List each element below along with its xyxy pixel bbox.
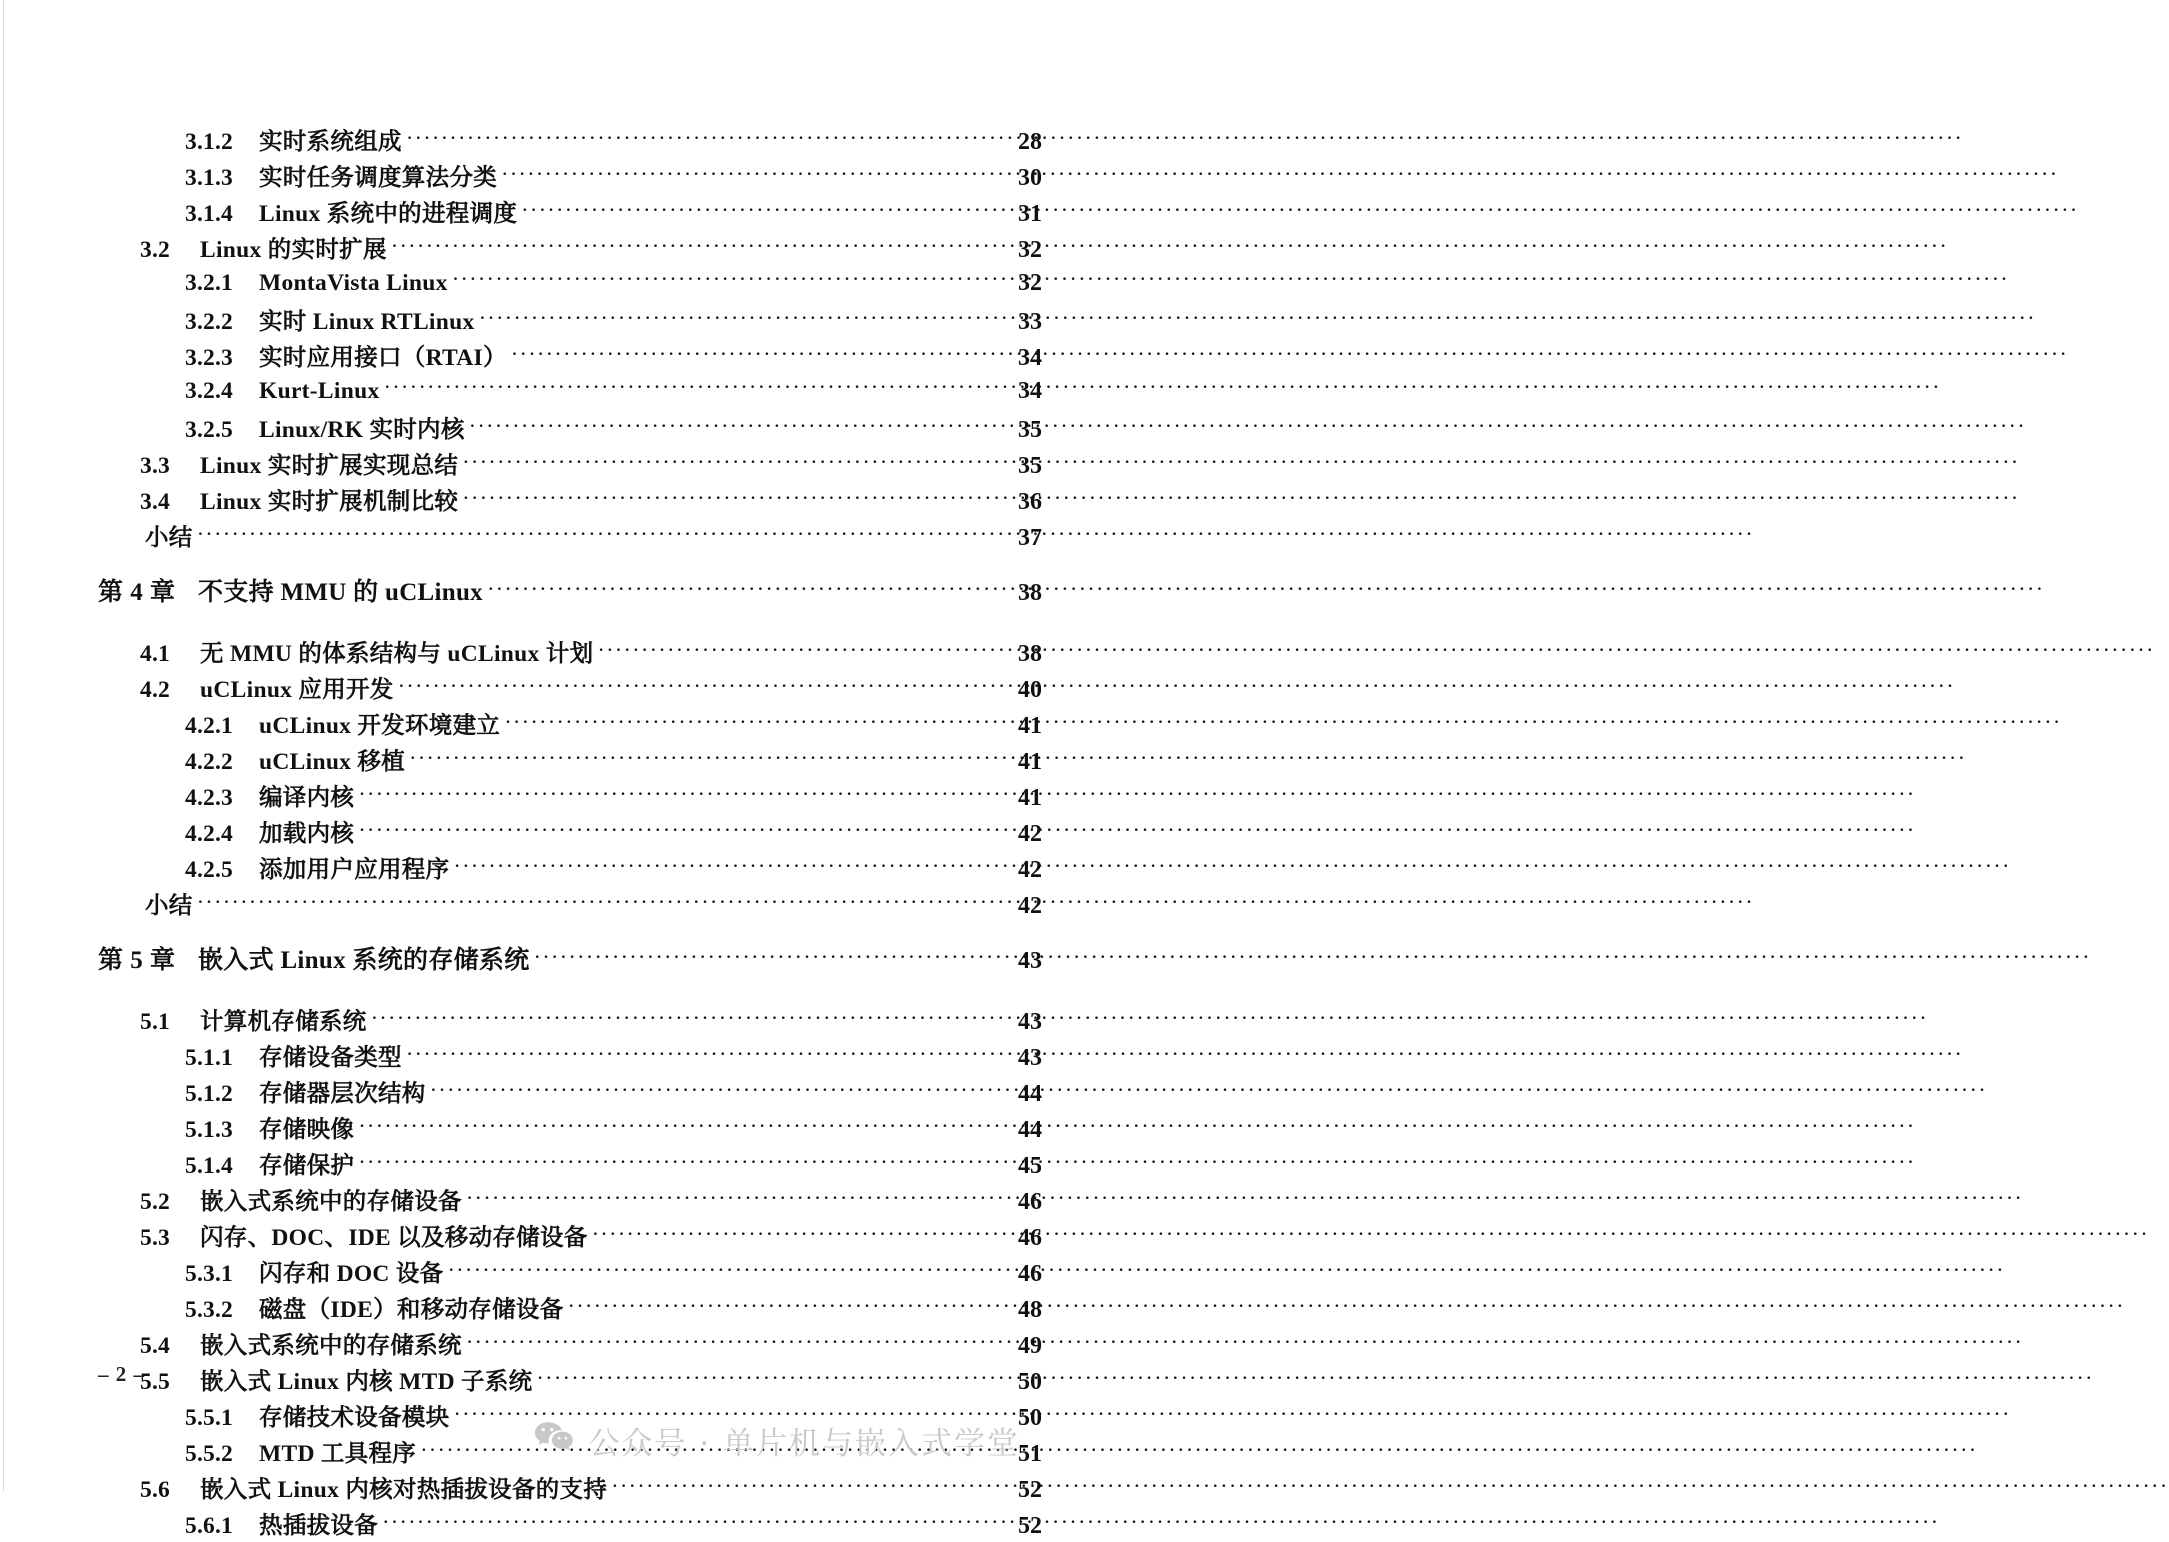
toc-page	[0, 0, 1080, 1539]
toc-entry-number: 4.2.3	[185, 785, 233, 811]
toc-entry-page-number: 46	[1018, 1261, 1042, 1287]
toc-section-entry[interactable]	[0, 1182, 1080, 1218]
toc-entry-page-number: 48	[1018, 1297, 1042, 1323]
toc-dot-leader	[463, 486, 1008, 510]
toc-subsection-entry[interactable]	[0, 850, 1080, 886]
toc-entry-page-number: 34	[1018, 377, 1042, 404]
toc-entry-number: 5.2	[140, 1189, 170, 1215]
toc-entry-page-number: 45	[1018, 1153, 1042, 1179]
watermark-text: 公众号 · 单片机与嵌入式学堂	[588, 1426, 1020, 1462]
toc-subsection-entry[interactable]	[0, 122, 1080, 158]
toc-subsection-entry[interactable]	[0, 194, 1080, 230]
toc-entry-title: 添加用户应用程序	[259, 857, 450, 883]
toc-dot-leader	[385, 374, 1008, 398]
toc-entry-title: 磁盘（IDE）和移动存储设备	[259, 1297, 564, 1323]
toc-entry-page-number: 38	[1018, 641, 1042, 667]
toc-dot-leader	[535, 943, 1008, 968]
toc-dot-leader	[448, 1258, 1008, 1282]
toc-entry-number: 4.1	[140, 641, 170, 667]
toc-entry-page-number: 50	[1018, 1369, 1042, 1395]
toc-entry-number: 4.2.4	[185, 821, 233, 847]
toc-dot-leader	[359, 1150, 1008, 1174]
toc-dot-leader	[392, 234, 1008, 258]
toc-section-entry[interactable]	[0, 482, 1080, 518]
toc-entry-page-number: 43	[1018, 948, 1042, 974]
toc-entry-title: 嵌入式系统中的存储设备	[200, 1189, 462, 1215]
toc-section-entry[interactable]	[0, 446, 1080, 482]
toc-entry-title: 实时任务调度算法分类	[259, 165, 497, 191]
toc-entry-title: 编译内核	[259, 785, 355, 811]
toc-dot-leader	[431, 1078, 1008, 1102]
toc-subsection-entry[interactable]	[0, 814, 1080, 850]
toc-entry-title: 嵌入式 Linux 内核 MTD 子系统	[200, 1369, 533, 1395]
toc-entry-page-number: 31	[1018, 201, 1042, 227]
toc-dot-leader	[359, 818, 1008, 842]
toc-subsection-entry[interactable]	[0, 410, 1080, 446]
toc-entry-page-number: 35	[1018, 453, 1042, 479]
toc-entry-number: 3.2.2	[185, 309, 233, 335]
toc-entry-title: uCLinux 应用开发	[200, 677, 394, 703]
toc-entry-page-number: 36	[1018, 489, 1042, 515]
toc-entry-page-number: 42	[1018, 821, 1042, 847]
toc-section-entry[interactable]	[0, 1362, 1080, 1398]
toc-entry-number: 5.1.4	[185, 1153, 233, 1179]
toc-entry-number: 5.5.2	[185, 1441, 233, 1467]
toc-subsection-entry[interactable]	[0, 1146, 1080, 1182]
toc-entry-page-number: 38	[1018, 580, 1042, 606]
toc-section-entry[interactable]	[0, 1002, 1080, 1038]
toc-entry-title: Linux 系统中的进程调度	[259, 201, 518, 227]
toc-subsection-entry[interactable]	[0, 266, 1080, 302]
toc-entry-number: 5.3.1	[185, 1261, 233, 1287]
watermark	[534, 1418, 1020, 1463]
toc-entry-page-number: 32	[1018, 237, 1042, 263]
toc-dot-leader	[505, 710, 1008, 734]
table-of-contents-list	[0, 122, 1080, 1542]
toc-entry-title: 存储映像	[259, 1117, 355, 1143]
toc-entry-title: uCLinux 开发环境建立	[259, 713, 501, 739]
toc-entry-page-number: 44	[1018, 1117, 1042, 1143]
toc-dot-leader	[372, 1006, 1008, 1030]
toc-entry-title: 小结	[145, 893, 193, 919]
toc-dot-leader	[470, 414, 1008, 438]
toc-entry-title: Linux 实时扩展实现总结	[200, 453, 459, 479]
toc-entry-number: 5.5.1	[185, 1405, 233, 1431]
toc-dot-leader	[593, 1222, 1008, 1246]
toc-entry-page-number: 52	[1018, 1513, 1042, 1539]
toc-entry-title: 闪存和 DOC 设备	[259, 1261, 444, 1287]
toc-entry-number: 3.4	[140, 489, 170, 515]
toc-entry-number: 3.3	[140, 453, 170, 479]
toc-entry-page-number: 28	[1018, 129, 1042, 155]
toc-entry-title: MTD 工具程序	[259, 1441, 417, 1467]
wechat-logo-icon	[534, 1421, 574, 1461]
toc-entry-number: 5.1	[140, 1009, 170, 1035]
toc-subsection-entry[interactable]	[0, 374, 1080, 410]
toc-subsection-entry[interactable]	[0, 158, 1080, 194]
toc-entry-number: 3.1.2	[185, 129, 233, 155]
toc-entry-title: 热插拔设备	[259, 1513, 378, 1539]
toc-entry-page-number: 32	[1018, 269, 1042, 296]
toc-entry-title: MontaVista Linux	[259, 269, 448, 296]
toc-entry-page-number: 41	[1018, 749, 1042, 775]
toc-entry-number: 5.4	[140, 1333, 170, 1359]
toc-entry-page-number: 35	[1018, 417, 1042, 443]
toc-dot-leader	[467, 1186, 1008, 1210]
toc-dot-leader	[198, 890, 1008, 914]
toc-entry-number: 3.2	[140, 237, 170, 263]
toc-entry-title: 闪存、DOC、IDE 以及移动存储设备	[200, 1225, 588, 1251]
toc-entry-page-number: 41	[1018, 785, 1042, 811]
toc-subsection-entry[interactable]	[0, 1254, 1080, 1290]
toc-entry-number: 4.2.2	[185, 749, 233, 775]
toc-subsection-entry[interactable]	[0, 1074, 1080, 1110]
toc-dot-leader	[453, 266, 1008, 290]
toc-dot-leader	[463, 450, 1008, 474]
toc-subsection-entry[interactable]	[0, 778, 1080, 814]
toc-dot-leader	[488, 575, 1008, 600]
toc-entry-title: 加载内核	[259, 821, 355, 847]
toc-summary-entry[interactable]	[0, 886, 1080, 922]
toc-entry-page-number: 52	[1018, 1477, 1042, 1503]
toc-entry-title: 存储技术设备模块	[259, 1405, 450, 1431]
toc-chapter-entry[interactable]	[0, 572, 1080, 618]
toc-entry-page-number: 34	[1018, 345, 1042, 371]
toc-subsection-entry[interactable]	[0, 1110, 1080, 1146]
toc-entry-page-number: 46	[1018, 1225, 1042, 1251]
toc-entry-title: 嵌入式 Linux 系统的存储系统	[198, 947, 530, 974]
toc-dot-leader	[454, 854, 1008, 878]
toc-entry-number: 5.3	[140, 1225, 170, 1251]
toc-dot-leader	[502, 162, 1008, 186]
toc-dot-leader	[383, 1510, 1008, 1534]
toc-section-entry[interactable]	[0, 1218, 1080, 1254]
toc-entry-title: uCLinux 移植	[259, 749, 406, 775]
toc-entry-number: 3.2.5	[185, 417, 233, 443]
toc-entry-number: 3.1.4	[185, 201, 233, 227]
toc-entry-title: 小结	[145, 525, 193, 551]
toc-entry-title: 存储器层次结构	[259, 1081, 426, 1107]
toc-dot-leader	[407, 1042, 1008, 1066]
toc-subsection-entry[interactable]	[0, 742, 1080, 778]
toc-section-entry[interactable]	[0, 634, 1080, 670]
toc-dot-leader	[359, 782, 1008, 806]
toc-entry-page-number: 37	[1018, 525, 1042, 551]
toc-entry-page-number: 42	[1018, 857, 1042, 883]
toc-section-entry[interactable]	[0, 670, 1080, 706]
toc-dot-leader	[512, 342, 1008, 366]
toc-entry-number: 5.5	[140, 1369, 170, 1395]
toc-entry-title: Linux 实时扩展机制比较	[200, 489, 459, 515]
toc-entry-number: 5.6	[140, 1477, 170, 1503]
toc-entry-number: 3.2.4	[185, 377, 233, 404]
toc-entry-title: 嵌入式 Linux 内核对热插拔设备的支持	[200, 1477, 608, 1503]
toc-entry-title: 无 MMU 的体系结构与 uCLinux 计划	[200, 641, 594, 667]
toc-entry-title: Linux 的实时扩展	[200, 237, 387, 263]
toc-entry-page-number: 51	[1018, 1441, 1042, 1467]
toc-entry-page-number: 43	[1018, 1045, 1042, 1071]
toc-subsection-entry[interactable]	[0, 706, 1080, 742]
toc-entry-page-number: 50	[1018, 1405, 1042, 1431]
toc-entry-page-number: 30	[1018, 165, 1042, 191]
toc-entry-title: 实时 Linux RTLinux	[259, 309, 475, 335]
toc-summary-entry[interactable]	[0, 518, 1080, 554]
toc-entry-page-number: 42	[1018, 893, 1042, 919]
toc-entry-number: 5.3.2	[185, 1297, 233, 1323]
toc-entry-number: 5.1.2	[185, 1081, 233, 1107]
toc-entry-page-number: 43	[1018, 1009, 1042, 1035]
toc-subsection-entry[interactable]	[0, 1506, 1080, 1542]
toc-entry-number: 4.2.5	[185, 857, 233, 883]
toc-chapter-entry[interactable]	[0, 940, 1080, 986]
toc-dot-leader	[522, 198, 1008, 222]
toc-dot-leader	[399, 674, 1008, 698]
toc-entry-number: 第 5 章	[98, 947, 176, 974]
toc-dot-leader	[480, 306, 1008, 330]
toc-dot-leader	[467, 1330, 1008, 1354]
toc-entry-title: 存储保护	[259, 1153, 355, 1179]
toc-subsection-entry[interactable]	[0, 1038, 1080, 1074]
toc-entry-title: Linux/RK 实时内核	[259, 417, 465, 443]
toc-entry-number: 5.1.1	[185, 1045, 233, 1071]
toc-dot-leader	[598, 638, 1008, 662]
toc-entry-number: 4.2.1	[185, 713, 233, 739]
toc-dot-leader	[569, 1294, 1009, 1318]
toc-entry-number: 4.2	[140, 677, 170, 703]
toc-entry-page-number: 46	[1018, 1189, 1042, 1215]
toc-entry-page-number: 49	[1018, 1333, 1042, 1359]
page-folio: – 2 –	[98, 1362, 145, 1386]
toc-entry-number: 第 4 章	[98, 579, 176, 606]
toc-dot-leader	[612, 1474, 1008, 1498]
toc-dot-leader	[537, 1366, 1008, 1390]
toc-section-entry[interactable]	[0, 1470, 1080, 1506]
toc-entry-title: 实时系统组成	[259, 129, 402, 155]
toc-dot-leader	[410, 746, 1008, 770]
toc-entry-title: 不支持 MMU 的 uCLinux	[198, 579, 483, 606]
toc-entry-title: 实时应用接口（RTAI）	[259, 345, 507, 371]
toc-entry-page-number: 41	[1018, 713, 1042, 739]
toc-entry-number: 3.2.3	[185, 345, 233, 371]
toc-entry-page-number: 40	[1018, 677, 1042, 703]
toc-section-entry[interactable]	[0, 1326, 1080, 1362]
toc-dot-leader	[359, 1114, 1008, 1138]
toc-subsection-entry[interactable]	[0, 302, 1080, 338]
toc-entry-number: 5.1.3	[185, 1117, 233, 1143]
toc-subsection-entry[interactable]	[0, 1290, 1080, 1326]
toc-entry-page-number: 44	[1018, 1081, 1042, 1107]
toc-entry-number: 5.6.1	[185, 1513, 233, 1539]
toc-entry-number: 3.1.3	[185, 165, 233, 191]
toc-dot-leader	[407, 126, 1008, 150]
toc-entry-page-number: 33	[1018, 309, 1042, 335]
toc-dot-leader	[198, 522, 1008, 546]
toc-entry-title: 嵌入式系统中的存储系统	[200, 1333, 462, 1359]
toc-entry-number: 3.2.1	[185, 269, 233, 296]
toc-entry-title: 存储设备类型	[259, 1045, 402, 1071]
toc-entry-title: Kurt-Linux	[259, 377, 380, 404]
toc-entry-title: 计算机存储系统	[200, 1009, 367, 1035]
